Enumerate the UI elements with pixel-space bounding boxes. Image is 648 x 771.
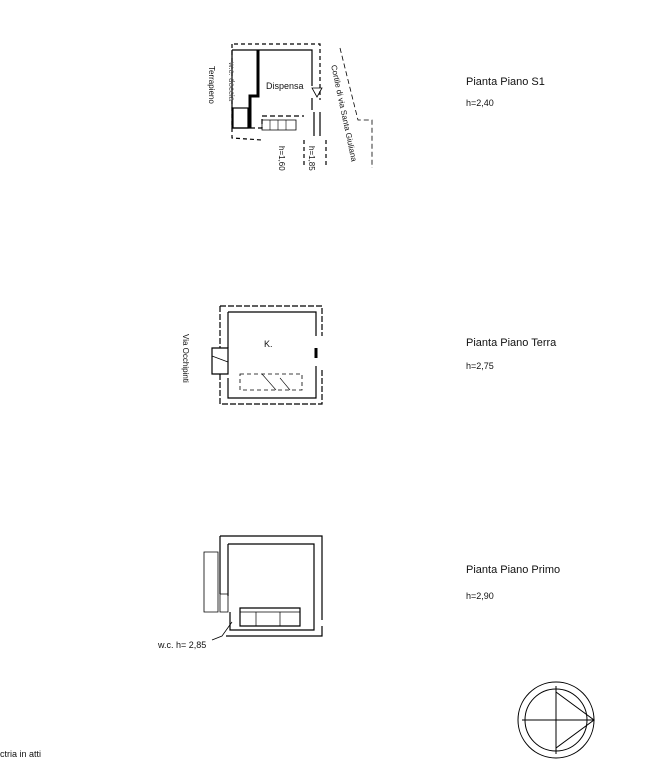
floor-height-terra: h=2,75 (466, 361, 494, 371)
floor-title-primo: Pianta Piano Primo (466, 564, 561, 576)
plan-terra (212, 306, 322, 404)
room-label-wc-doccia: w.c. doccia (227, 62, 236, 102)
floor-title-s1: Pianta Piano S1 (466, 76, 545, 88)
label-cortile: Cortile di via Santa Giuliana (329, 64, 359, 163)
label-terrapieno: Terrapieno (207, 66, 216, 104)
room-label-k: K. (264, 339, 273, 349)
room-label-dispensa: Dispensa (266, 81, 304, 91)
label-h-185: h=1,85 (307, 146, 316, 171)
north-compass-icon (518, 682, 594, 758)
footer-note: ctria in atti (0, 749, 42, 759)
label-wc-primo: w.c. h= 2,85 (158, 640, 207, 650)
floor-title-terra: Pianta Piano Terra (466, 337, 557, 349)
plan-primo (204, 536, 322, 640)
label-via-occhipinti: Via Occhipinti (181, 334, 190, 383)
floor-height-primo: h=2,90 (466, 591, 494, 601)
label-h-160: h=1,60 (277, 146, 286, 171)
floor-height-s1: h=2,40 (466, 98, 494, 108)
